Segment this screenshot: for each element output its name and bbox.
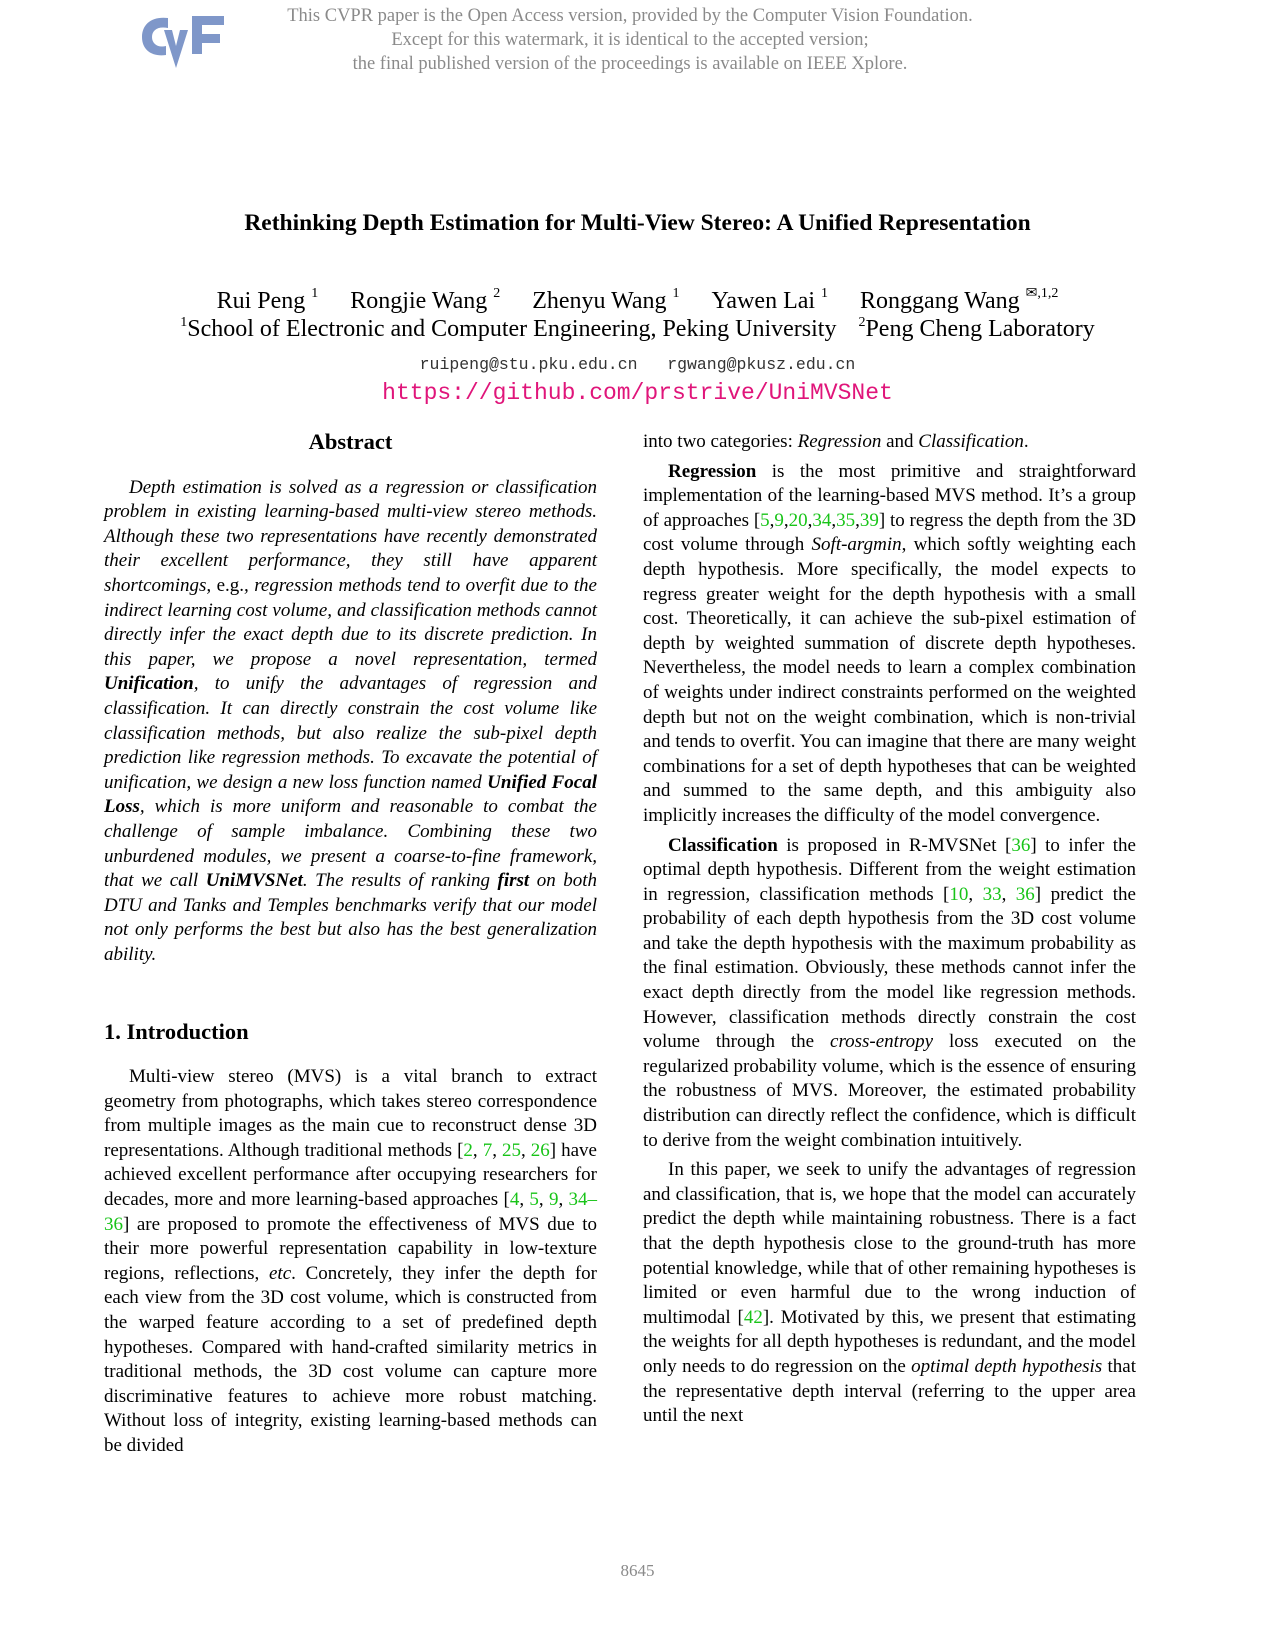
watermark-line: This CVPR paper is the Open Access version, provided by the Computer Vision Foundation. [287, 6, 973, 26]
cvf-logo-f [192, 16, 224, 54]
affiliation: Peng Cheng Laboratory [865, 316, 1095, 342]
citation-link[interactable]: 34 [812, 509, 832, 531]
paper-title: Rethinking Depth Estimation for Multi-View Stereo: A Unified Representation [244, 210, 1031, 236]
citation-link[interactable]: 7 [482, 1139, 493, 1161]
author: Rui Peng $^1$ [216, 286, 319, 314]
citation-link[interactable]: 2 [463, 1139, 473, 1161]
regression-paragraph: Regression is the most primitive and straightforward implementation of the learning-based MVS method. It’s a group of approaches [5,9,20,34,35,39] to regress the depth from the 3D cost volume through Soft-argmin, which softly weighting each depth hypothesis. More specifically, the model expects to regress greater weight for the depth hypothesis with a small cost. Theoretically, it can achieve the sub-pixel estimation of depth by weighted summation of discrete depth hypotheses. Nevertheless, the model needs to learn a complex combination of weights under indirect constraints performed on the weighted depth but not on the weight combination, which is non-trivial and tends to overfit. You can imagine that there are many weight combinations for a set of depth hypotheses that can be weighted and summed to the same depth, and this ambiguity also implicitly increases the difficulty of the model convergence. [643, 460, 1136, 826]
left-column [104, 430, 597, 1459]
author: Zhenyu Wang $^1$ [532, 286, 680, 314]
watermark-line: Except for this watermark, it is identical to the accepted version; [391, 30, 869, 50]
abstract-heading: Abstract [308, 429, 393, 454]
cvf-logo-v [164, 30, 188, 68]
unification-paragraph: In this paper, we seek to unify the advantages of regression and classification, that is, we hope that the model can accurately predict the depth while maintaining robustness. There is a fact that the depth hypothesis close to the ground-truth has more potential knowledge, while that of other remaining hypotheses is limited or even harmful due to the wrong induction of multimodal [42]. Motivated by this, we present that estimating the weights for all depth hypotheses is redundant, and the model only needs to do regression on the optimal depth hypothesis that the representative depth interval (referring to the upper area until the next [643, 1159, 1136, 1427]
citation-link[interactable]: 34–36 [104, 1189, 598, 1235]
author-emails: ruipeng@stu.pku.edu.cn rgwang@pkusz.edu.cn [419, 355, 856, 374]
citation-link[interactable]: 35 [836, 509, 856, 531]
citation-link[interactable]: 36 [1015, 883, 1035, 905]
author: Yawen Lai $^1$ [711, 286, 829, 314]
citation-link[interactable]: 5 [760, 509, 770, 531]
cvf-logo [138, 10, 230, 72]
watermark-line: the final published version of the proceedings is available on IEEE Xplore. [352, 54, 908, 74]
right-column [643, 430, 1136, 1429]
author-list [0, 286, 1275, 316]
affiliations: $^1$School of Electronic and Computer Engineering, Peking University $^2$Peng Cheng Laboratory [180, 315, 1095, 342]
open-access-watermark [240, 4, 1020, 76]
page-number: 8645 [620, 1561, 655, 1580]
paragraph-continued: into two categories: Regression and Classification. [643, 431, 1029, 452]
affiliation: School of Electronic and Computer Engineering, Peking University [187, 316, 837, 342]
cvf-logo-c [142, 18, 168, 56]
author-corresponding: Ronggang Wang $^{✉,1,2}$ [860, 286, 1059, 314]
classification-paragraph: Classification is proposed in R-MVSNet [36] to infer the optimal depth hypothesis. Different from the weight estimation in regression, classification methods [10, 33, 36] predict the probability of each depth hypothesis from the 3D cost volume and take the depth hypothesis with the maximum probability as the final estimation. Obviously, these methods cannot infer the exact depth directly from the model like regression methods. However, classification methods directly constrain the cost volume through the cross-entropy loss executed on the regularized probability volume, which is the essence of ensuring the robustness of MVS. Moreover, the estimated probability distribution can directly reflect the confidence, which is difficult to derive from the weight combination intuitively. [643, 834, 1136, 1151]
citation-link[interactable]: 42 [743, 1306, 763, 1328]
citation-link[interactable]: 10 [949, 883, 969, 905]
citation-link[interactable]: 5 [529, 1189, 539, 1211]
citation-link[interactable]: 39 [859, 509, 879, 531]
code-url-link[interactable]: https://github.com/prstrive/UniMVSNet [382, 380, 893, 406]
citation-link[interactable]: 20 [788, 509, 808, 531]
citation-link[interactable]: 36 [1011, 834, 1031, 856]
intro-paragraph: Multi-view stereo (MVS) is a vital branch to extract geometry from photographs, which takes stereo correspondence from multiple images as the main cue to reconstruct dense 3D representations. Although traditional methods [2, 7, 25, 26] have achieved excellent performance after occupying researchers for decades, more and more learning-based approaches [4, 5, 9, 34–36] are proposed to promote the effectiveness of MVS due to their more powerful representation capability in low-texture regions, reflections, etc. Concretely, they infer the depth for each view from the 3D cost volume, which is constructed from the warped feature according to a set of predefined depth hypotheses. Compared with hand-crafted similarity metrics in traditional methods, the 3D cost volume can capture more discriminative features to achieve more robust matching. Without loss of integrity, existing learning-based methods can be divided [104, 1066, 598, 1456]
citation-link[interactable]: 9 [774, 509, 784, 531]
author: Rongjie Wang $^2$ [350, 286, 501, 314]
citation-link[interactable]: 25 [501, 1139, 521, 1161]
citation-link[interactable]: 9 [548, 1189, 559, 1211]
introduction-heading: 1. Introduction [104, 1019, 249, 1045]
citation-link[interactable]: 33 [982, 883, 1002, 905]
citation-link[interactable]: 4 [509, 1189, 520, 1211]
citation-link[interactable]: 26 [530, 1139, 550, 1161]
abstract-text: Depth estimation is solved as a regression or classification problem in existing learning-based multi-view stereo methods. Although these two representations have recently demonstrated their excellent performance, they still have apparent shortcomings, e.g., regression methods tend to overfit due to the indirect learning cost volume, and classification methods cannot directly infer the exact depth due to its discrete prediction. In this paper, we propose a novel representation, termed Unification, to unify the advantages of regression and classification. It can directly constrain the cost volume like classification methods, but also realize the sub-pixel depth prediction like regression methods. To excavate the potential of unification, we design a new loss function named Unified Focal Loss, which is more uniform and reasonable to combat the challenge of sample imbalance. Combining these two unburdened modules, we present a coarse-to-fine framework, that we call UniMVSNet. The results of ranking first on both DTU and Tanks and Temples benchmarks verify that our model not only performs the best but also has the best generalization ability. [104, 476, 598, 965]
